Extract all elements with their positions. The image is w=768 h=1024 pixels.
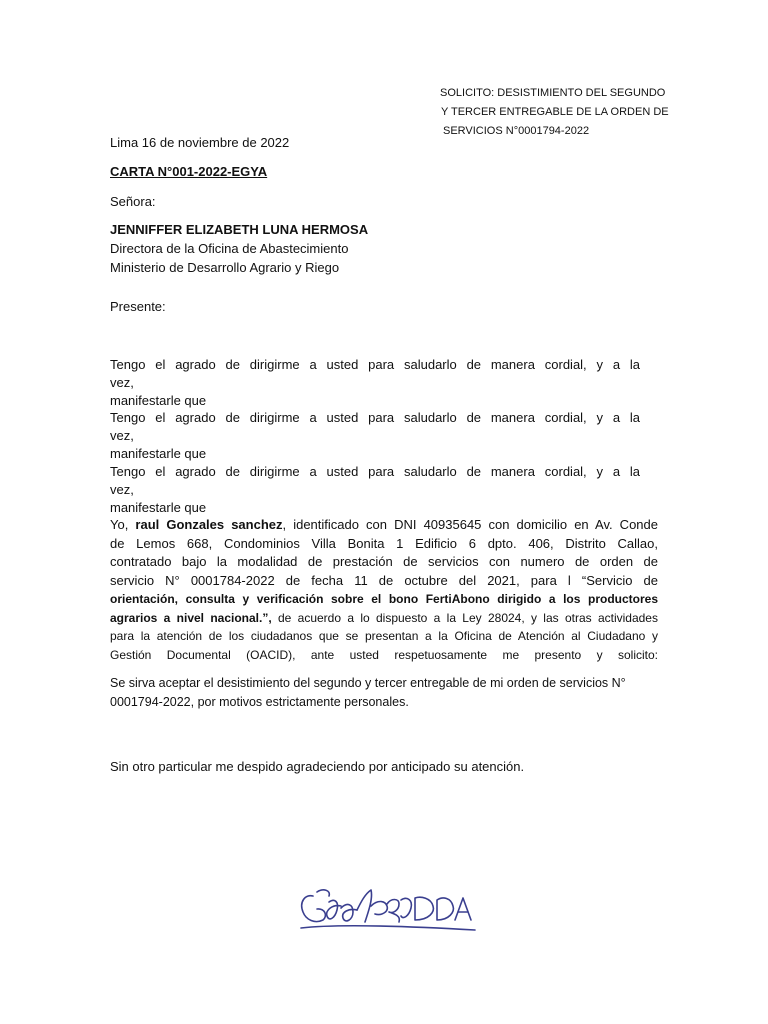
subject-line-3: SERVICIOS N°0001794-2022 — [443, 125, 590, 137]
body-line-7: para la atención de los ciudadanos que se presentan a la Oficina de Atención al Ciudadano y — [110, 629, 658, 643]
subject-line-1: SOLICITO: DESISTIMIENTO DEL SEGUNDO — [440, 87, 666, 99]
greeting-paragraph-2 — [110, 409, 640, 463]
greeting-line: Tengo el agrado de dirigirme a usted para saludarlo de manera cordial, y a la — [110, 357, 640, 372]
date-line: Lima 16 de noviembre de 2022 — [110, 135, 290, 150]
greeting-line: Tengo el agrado de dirigirme a usted para saludarlo de manera cordial, y a la — [110, 410, 640, 425]
greeting-line: vez, — [110, 375, 134, 390]
body-line-8: Gestión Documental (OACID), ante usted respetuosamente me presento y solicito: — [110, 647, 658, 662]
presente-label: Presente: — [110, 299, 166, 314]
body-text: , identificado con DNI 40935645 con domicilio en Av. Conde — [282, 517, 658, 532]
greeting-line: manifestarle que — [110, 446, 207, 461]
body-line-5: orientación, consulta y verificación sobre el bono FertiAbono dirigido a los productores — [110, 592, 658, 606]
body-line-2: de Lemos 668, Condominios Villa Bonita 1 Edificio 6 dpto. 406, Distrito Callao, — [110, 535, 658, 551]
body-line-6 — [110, 609, 658, 628]
recipient-name: JENNIFFER ELIZABETH LUNA HERMOSA — [110, 222, 369, 237]
greeting-paragraph-3 — [110, 463, 640, 517]
greeting-line: Tengo el agrado de dirigirme a usted para saludarlo de manera cordial, y a la — [110, 464, 640, 479]
greeting-line: manifestarle que — [110, 393, 207, 408]
subject-line-2: Y TERCER ENTREGABLE DE LA ORDEN DE — [441, 106, 669, 118]
greeting-line: vez, — [110, 482, 134, 497]
greeting-paragraph-1 — [110, 356, 640, 410]
greeting-line: manifestarle que — [110, 500, 207, 515]
request-line-1: Se sirva aceptar el desistimiento del segundo y tercer entregable de mi orden de servicios N° — [110, 676, 626, 690]
recipient-position: Directora de la Oficina de Abastecimiento — [110, 241, 349, 256]
body-line-3: contratado bajo la modalidad de prestación de servicios con numero de orden de — [110, 554, 658, 569]
signature-image — [295, 880, 480, 940]
requester-name: raul Gonzales sanchez — [135, 517, 283, 532]
body-text: de acuerdo a lo dispuesto a la Ley 28024, y las otras actividades — [271, 610, 658, 625]
closing-line: Sin otro particular me despido agradeciendo por anticipado su atención. — [110, 759, 525, 774]
body-line-4: servicio N° 0001784-2022 de fecha 11 de octubre del 2021, para l “Servicio de — [110, 572, 658, 588]
service-name-end: agrarios a nivel nacional.”, — [110, 610, 272, 625]
request-line-2: 0001794-2022, por motivos estrictamente personales. — [110, 695, 409, 709]
subject-block — [440, 84, 669, 141]
salutation: Señora: — [110, 194, 156, 209]
body-line-1 — [110, 516, 658, 535]
body-prefix: Yo, — [110, 517, 136, 532]
body-paragraph — [110, 516, 658, 664]
letter-number: CARTA N°001-2022-EGYA — [110, 164, 268, 179]
recipient-institution: Ministerio de Desarrollo Agrario y Riego — [110, 260, 340, 275]
greeting-line: vez, — [110, 428, 134, 443]
request-paragraph — [110, 674, 660, 712]
